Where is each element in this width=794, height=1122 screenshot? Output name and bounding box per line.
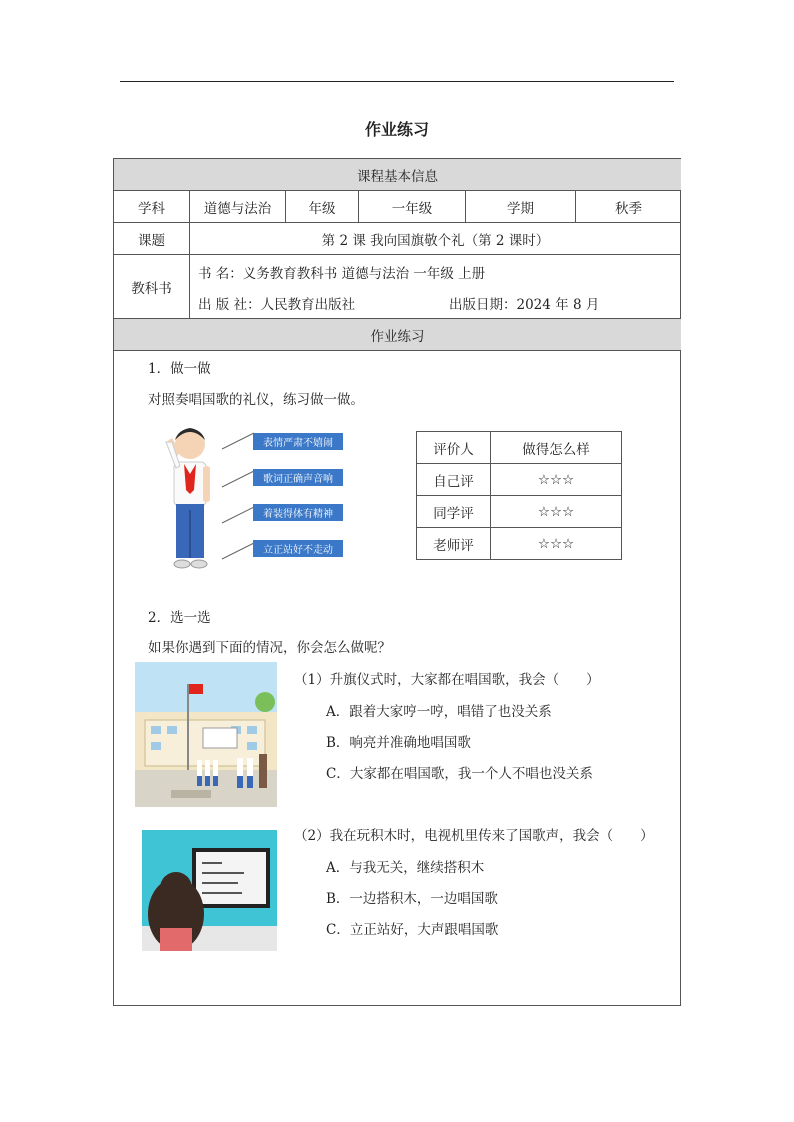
flag-ceremony-illustration	[135, 662, 277, 807]
topic-label: 课题	[114, 223, 190, 255]
tv-anthem-illustration	[142, 830, 277, 951]
page-title: 作业练习	[364, 120, 429, 139]
eval-row-teacher-stars[interactable]: ☆☆☆	[537, 535, 575, 552]
book-name-line: 书 名：义务教育教科书 道德与法治 一年级 上册	[198, 266, 486, 282]
practice-header: 作业练习	[114, 319, 681, 351]
q1-instruction: 对照奏唱国歌的礼仪，练习做一做。	[148, 392, 364, 408]
q2-heading: 2．选一选	[148, 610, 211, 626]
header-rule	[120, 81, 674, 82]
topic-value: 第 2 课 我向国旗敬个礼（第 2 课时）	[190, 223, 681, 255]
etiquette-badge-lyrics: 歌词正确声音响	[253, 469, 343, 486]
q1-heading: 1．做一做	[148, 361, 211, 377]
q2-item2-option-c[interactable]: C．立正站好，大声跟唱国歌	[326, 922, 499, 938]
grade-value: 一年级	[359, 191, 466, 223]
eval-row-self-stars[interactable]: ☆☆☆	[491, 464, 621, 496]
q2-item1-option-b[interactable]: B．响亮并准确地唱国歌	[326, 735, 471, 751]
publisher-line: 出 版 社：人民教育出版社	[198, 297, 356, 313]
etiquette-badge-serious: 表情严肃不嬉闹	[253, 433, 343, 450]
term-value: 秋季	[576, 191, 681, 223]
q2-item2-stem: （2）我在玩积木时，电视机里传来了国歌声，我会（ ）	[294, 828, 654, 844]
eval-header-evaluator: 评价人	[417, 432, 491, 464]
eval-row-peer-stars[interactable]: ☆☆☆	[491, 496, 621, 528]
q2-instruction: 如果你遇到下面的情况，你会怎么做呢？	[148, 640, 391, 656]
subject-label: 学科	[114, 191, 190, 223]
q2-item2-option-a[interactable]: A．与我无关，继续搭积木	[326, 860, 485, 876]
evaluation-table	[416, 431, 622, 560]
course-info-header: 课程基本信息	[114, 159, 681, 191]
etiquette-badge-stand: 立正站好不走动	[253, 540, 343, 557]
textbook-label: 教科书	[114, 255, 190, 319]
connector-lines	[220, 425, 256, 565]
saluting-boy-illustration	[158, 418, 218, 574]
eval-row-self-label: 自己评	[417, 464, 491, 496]
q2-item1-stem: （1）升旗仪式时，大家都在唱国歌，我会（ ）	[294, 672, 600, 688]
eval-header-result: 做得怎么样	[491, 432, 621, 464]
eval-row-peer-label: 同学评	[417, 496, 491, 528]
q2-item2-option-b[interactable]: B．一边搭积木，一边唱国歌	[326, 891, 498, 907]
subject-value: 道德与法治	[190, 191, 286, 223]
etiquette-badge-dress: 着装得体有精神	[253, 504, 343, 521]
term-label: 学期	[466, 191, 576, 223]
eval-row-teacher-label: 老师评	[417, 528, 491, 559]
q2-item1-option-a[interactable]: A．跟着大家哼一哼，唱错了也没关系	[326, 704, 552, 720]
publish-date-line: 出版日期：2024 年 8 月	[449, 297, 600, 313]
q2-item1-option-c[interactable]: C．大家都在唱国歌，我一个人不唱也没关系	[326, 766, 593, 782]
grade-label: 年级	[286, 191, 359, 223]
